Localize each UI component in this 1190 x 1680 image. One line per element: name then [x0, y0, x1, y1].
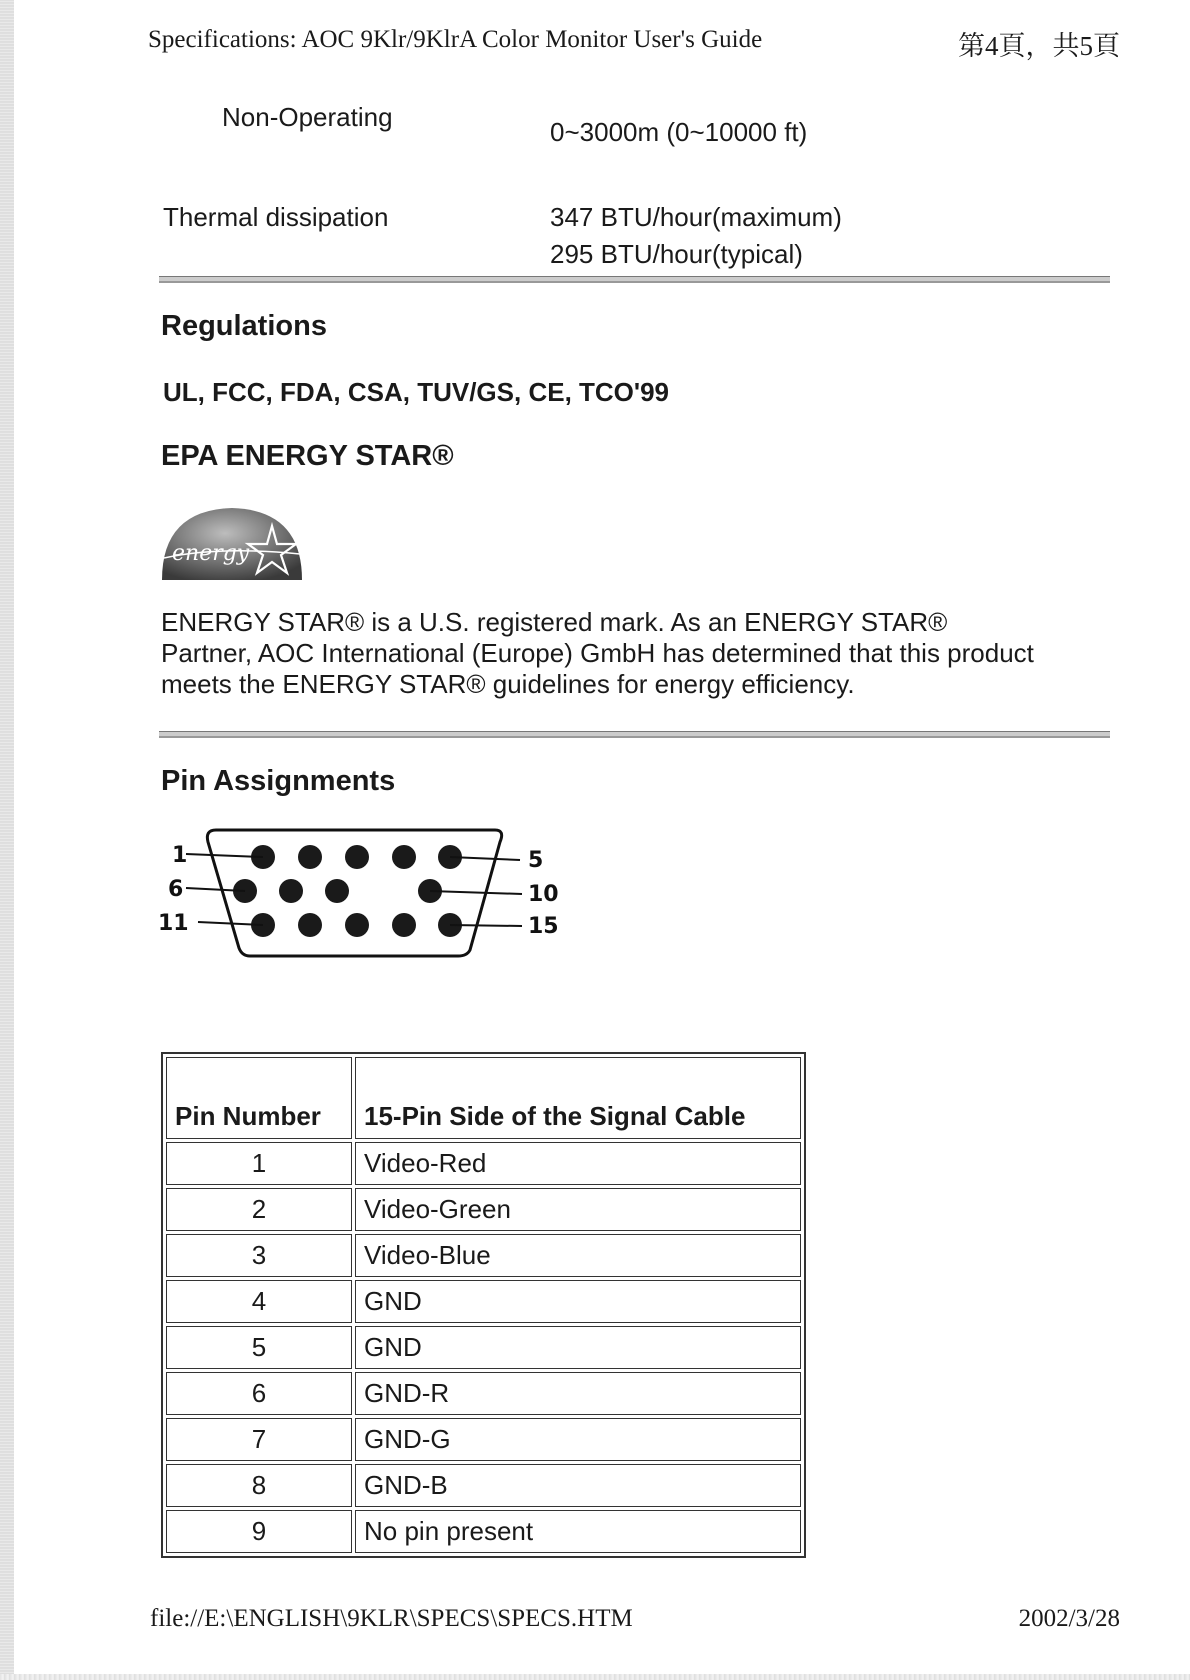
table-row: [166, 1142, 801, 1185]
pin-number: 3: [166, 1234, 352, 1277]
page-title: Specifications: AOC 9Klr/9KlrA Color Monitor User's Guide: [148, 26, 763, 53]
non-operating-value: 0~3000m (0~10000 ft): [550, 117, 808, 147]
pin-signal: Video-Blue: [355, 1234, 801, 1277]
pin-signal: GND-R: [355, 1372, 801, 1415]
table-row: [166, 1326, 801, 1369]
energy-star-heading: EPA ENERGY STAR®: [161, 440, 454, 472]
pin-number: 8: [166, 1464, 352, 1507]
pin-label: 6: [168, 877, 184, 902]
pin-assignments-heading: Pin Assignments: [161, 765, 396, 797]
pin-label: 1: [172, 843, 188, 868]
pin-signal: GND-G: [355, 1418, 801, 1461]
paragraph-line: meets the ENERGY STAR® guidelines for energy efficiency.: [161, 669, 855, 699]
table-row: [166, 1464, 801, 1507]
pin-number: 2: [166, 1188, 352, 1231]
pin-label: 5: [528, 848, 544, 873]
thermal-label: Thermal dissipation: [163, 202, 389, 232]
regulations-heading: Regulations: [161, 310, 327, 342]
pin-signal: GND: [355, 1280, 801, 1323]
table-row: [166, 1234, 801, 1277]
energy-star-logo: [160, 506, 304, 582]
table-header-row: [166, 1057, 801, 1139]
paragraph-line: Partner, AOC International (Europe) GmbH has determined that this product: [161, 638, 1034, 668]
column-header: Pin Number: [166, 1057, 352, 1139]
divider: [159, 731, 1110, 738]
table-row: [166, 1372, 801, 1415]
table-row: [166, 1510, 801, 1553]
thermal-value-max: 347 BTU/hour(maximum): [550, 202, 842, 232]
table-row: [166, 1280, 801, 1323]
page-indicator: 第4頁，共5頁: [958, 31, 1120, 61]
vga-connector-diagram: [150, 820, 570, 970]
pin-number: 5: [166, 1326, 352, 1369]
divider: [159, 276, 1110, 283]
non-operating-label: Non-Operating: [222, 102, 393, 132]
pin-number: 9: [166, 1510, 352, 1553]
pin-label: 10: [528, 882, 559, 907]
column-header: 15-Pin Side of the Signal Cable: [355, 1057, 801, 1139]
pin-label: 15: [528, 914, 559, 939]
pin-label: 11: [158, 911, 189, 936]
footer-file-path: file://E:\ENGLISH\9KLR\SPECS\SPECS.HTM: [150, 1605, 633, 1632]
thermal-value-typ: 295 BTU/hour(typical): [550, 239, 803, 269]
pin-holes: [233, 845, 462, 937]
pin-signal: GND-B: [355, 1464, 801, 1507]
scan-edge: [0, 0, 14, 1680]
table-row: [166, 1188, 801, 1231]
pin-signal: GND: [355, 1326, 801, 1369]
pin-signal: Video-Red: [355, 1142, 801, 1185]
scan-edge-bottom: [0, 1674, 1190, 1680]
pin-number: 6: [166, 1372, 352, 1415]
regulations-list: UL, FCC, FDA, CSA, TUV/GS, CE, TCO'99: [163, 377, 669, 407]
footer-date: 2002/3/28: [1018, 1605, 1120, 1632]
pin-assignment-table: [161, 1052, 806, 1558]
pin-signal: Video-Green: [355, 1188, 801, 1231]
svg-text:energy: energy: [172, 541, 250, 566]
pin-signal: No pin present: [355, 1510, 801, 1553]
energy-star-paragraph: [161, 607, 1121, 700]
pin-number: 4: [166, 1280, 352, 1323]
pin-number: 7: [166, 1418, 352, 1461]
paragraph-line: ENERGY STAR® is a U.S. registered mark. As an ENERGY STAR®: [161, 607, 948, 637]
table-row: [166, 1418, 801, 1461]
pin-number: 1: [166, 1142, 352, 1185]
